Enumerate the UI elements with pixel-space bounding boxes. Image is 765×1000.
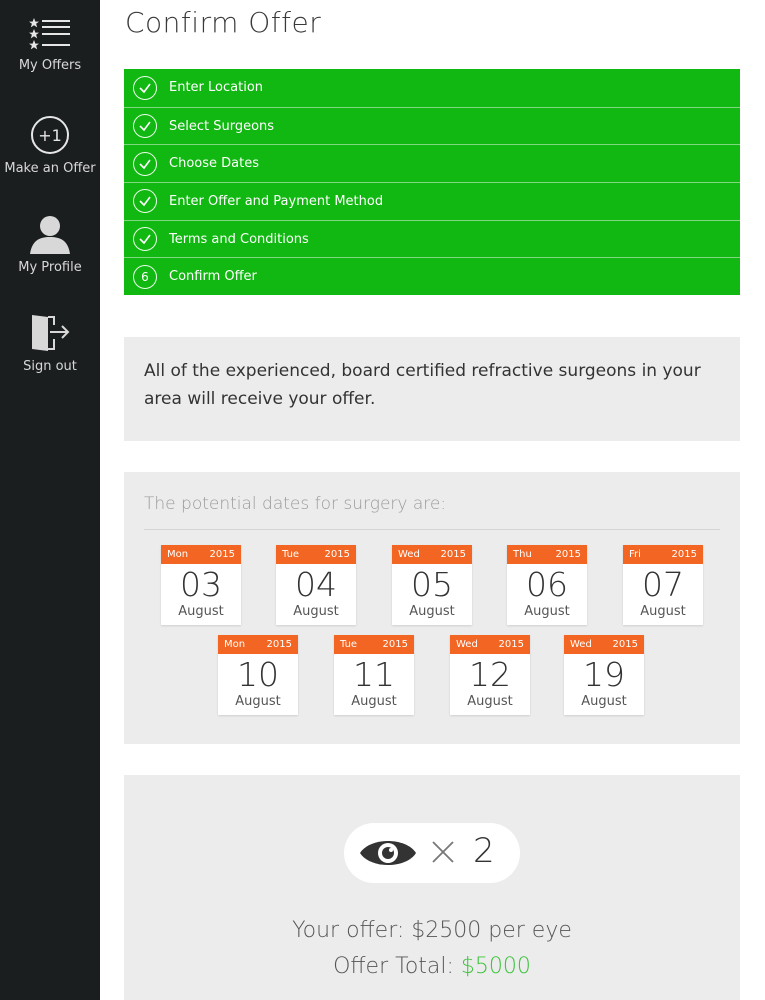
step-terms-conditions[interactable] <box>124 220 740 258</box>
page-title: Confirm Offer <box>125 6 322 39</box>
sign-out-icon <box>28 313 72 353</box>
date-day: 10 <box>237 655 279 694</box>
offer-total-value: $5000 <box>460 954 531 979</box>
date-day: 03 <box>180 565 222 604</box>
date-year: 2015 <box>498 639 524 650</box>
date-card <box>161 545 241 625</box>
date-card <box>334 635 414 715</box>
offer-total-label: Offer Total: <box>333 954 461 979</box>
main-content <box>100 0 765 1000</box>
step-label: Confirm Offer <box>169 269 257 285</box>
info-text: All of the experienced, board certified refractive surgeons in your area will receive your offer. <box>144 361 701 409</box>
date-month: August <box>235 694 281 709</box>
date-card <box>392 545 472 625</box>
step-choose-dates[interactable] <box>124 144 740 182</box>
date-card <box>564 635 644 715</box>
eye-count-pill <box>344 823 520 883</box>
svg-text:+1: +1 <box>38 126 62 145</box>
sidebar-item-my-profile[interactable] <box>0 214 100 275</box>
date-year: 2015 <box>209 549 235 560</box>
date-card <box>623 545 703 625</box>
date-weekday: Wed <box>456 639 478 650</box>
date-year: 2015 <box>671 549 697 560</box>
date-card <box>507 545 587 625</box>
date-weekday: Tue <box>282 549 300 560</box>
date-year: 2015 <box>382 639 408 650</box>
date-weekday: Mon <box>167 549 189 560</box>
date-month: August <box>293 604 339 619</box>
date-weekday: Fri <box>629 549 641 560</box>
offer-rate: Your offer: $2500 per eye <box>292 918 572 943</box>
offer-total <box>124 954 740 979</box>
date-year: 2015 <box>555 549 581 560</box>
dates-panel <box>124 472 740 744</box>
date-month: August <box>467 694 513 709</box>
date-day: 07 <box>642 565 684 604</box>
divider <box>144 529 720 530</box>
step-select-surgeons[interactable] <box>124 107 740 145</box>
date-month: August <box>351 694 397 709</box>
step-confirm-offer[interactable] <box>124 257 740 295</box>
user-icon <box>28 214 72 254</box>
sidebar-item-label: My Offers <box>18 58 82 73</box>
check-icon <box>133 152 157 176</box>
step-label: Enter Offer and Payment Method <box>169 193 384 209</box>
eye-count: 2 <box>473 831 495 871</box>
step-label: Terms and Conditions <box>169 231 309 247</box>
date-card <box>276 545 356 625</box>
step-number-badge: 6 <box>133 265 157 289</box>
check-icon <box>133 76 157 100</box>
date-month: August <box>178 604 224 619</box>
sidebar-item-make-an-offer[interactable] <box>0 115 100 176</box>
step-label: Select Surgeons <box>169 118 275 134</box>
sidebar-item-label: Make an Offer <box>4 161 96 176</box>
step-label: Enter Location <box>169 80 264 96</box>
sidebar <box>0 0 100 1000</box>
date-day: 19 <box>583 655 625 694</box>
date-year: 2015 <box>324 549 350 560</box>
sidebar-item-sign-out[interactable] <box>0 313 100 374</box>
multiply-icon <box>430 839 456 865</box>
date-weekday: Wed <box>398 549 420 560</box>
sidebar-item-label: Sign out <box>23 359 77 374</box>
date-year: 2015 <box>612 639 638 650</box>
check-icon <box>133 227 157 251</box>
date-weekday: Mon <box>224 639 246 650</box>
date-day: 11 <box>353 655 395 694</box>
sidebar-item-label: My Profile <box>18 260 82 275</box>
check-icon <box>133 189 157 213</box>
date-weekday: Thu <box>513 549 532 560</box>
date-month: August <box>409 604 455 619</box>
star-list-icon <box>28 16 72 52</box>
date-month: August <box>581 694 627 709</box>
date-month: August <box>640 604 686 619</box>
date-card <box>218 635 298 715</box>
date-day: 12 <box>469 655 511 694</box>
offer-panel <box>124 775 740 1000</box>
eye-icon <box>358 833 418 873</box>
date-month: August <box>524 604 570 619</box>
sidebar-item-my-offers[interactable] <box>0 16 100 73</box>
step-label: Choose Dates <box>169 156 259 172</box>
date-day: 06 <box>526 565 568 604</box>
date-day: 04 <box>295 565 337 604</box>
plus-one-icon <box>30 115 70 155</box>
date-card <box>450 635 530 715</box>
date-year: 2015 <box>266 639 292 650</box>
step-enter-offer-payment[interactable] <box>124 182 740 220</box>
info-panel <box>124 337 740 441</box>
date-weekday: Tue <box>340 639 358 650</box>
date-year: 2015 <box>440 549 466 560</box>
step-list <box>124 69 740 295</box>
date-weekday: Wed <box>570 639 592 650</box>
step-enter-location[interactable] <box>124 69 740 107</box>
date-day: 05 <box>411 565 453 604</box>
dates-heading: The potential dates for surgery are: <box>144 494 447 514</box>
check-icon <box>133 114 157 138</box>
